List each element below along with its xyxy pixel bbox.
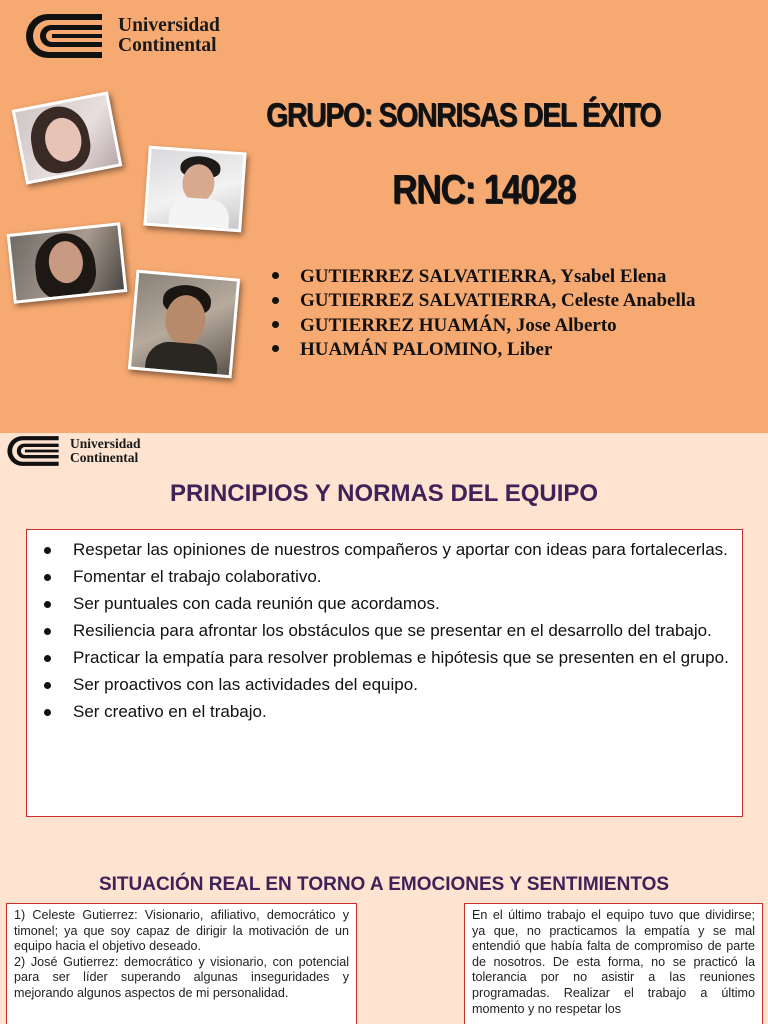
- cover-slide: [0, 0, 768, 433]
- continental-logo-icon: [18, 10, 104, 62]
- member-item: [272, 338, 696, 362]
- logo-text: [70, 437, 141, 465]
- member-name: GUTIERREZ SALVATIERRA, Celeste Anabella: [300, 290, 696, 312]
- principle-item: Practicar la empatía para resolver problemas e hipótesis que se presenten en el grupo.: [42, 646, 733, 671]
- university-logo-small: [2, 432, 141, 470]
- leadership-styles-box: [6, 903, 357, 1024]
- group-title: GRUPO: SONRISAS DEL ÉXITO: [266, 96, 661, 133]
- principle-item: Resiliencia para afrontar los obstáculos que se presentar en el desarrollo del trabajo.: [42, 619, 733, 644]
- emotions-title: SITUACIÓN REAL EN TORNO A EMOCIONES Y SENTIMIENTOS: [98, 874, 670, 895]
- logo-text: [118, 16, 220, 57]
- principles-title: PRINCIPIOS Y NORMAS DEL EQUIPO: [169, 480, 599, 507]
- member-name: GUTIERREZ HUAMÁN, Jose Alberto: [300, 314, 617, 336]
- university-logo: [18, 10, 220, 62]
- rnc-code: RNC: 14028: [392, 166, 576, 212]
- principle-item: Respetar las opiniones de nuestros compañeros y aportar con ideas para fortalecerlas.: [42, 538, 733, 563]
- member-photo-4: [128, 270, 240, 379]
- member-item: [272, 314, 696, 338]
- leadership-item: 1) Celeste Gutierrez: Visionario, afiliativo, democrático y timonel; ya que soy capaz de dirigir la motivación de un equipo hacia el objetivo deseado.: [14, 908, 349, 954]
- real-situation-text: En el último trabajo el equipo tuvo que dividirse; ya que, no practicamos la empatía y se mal entendió que había falta de compromiso de parte de nosotros. De esta forma, no se practicó la tolerancia por no asistir a las reuniones programadas. Realizar el trabajo a último momento y no respetar los: [472, 908, 755, 1016]
- member-photo-1: [12, 91, 123, 184]
- bullet-icon: [272, 321, 279, 328]
- leadership-item: 2) José Gutierrez: democrático y visionario, con potencial para ser líder superando algunas inseguridades y mejorando algunos aspectos de mi personalidad.: [14, 954, 349, 1000]
- member-photo-3: [7, 222, 128, 304]
- principle-item: Ser proactivos con las actividades del equipo.: [42, 673, 733, 698]
- principle-item: Fomentar el trabajo colaborativo.: [42, 565, 733, 590]
- bullet-icon: [272, 272, 279, 279]
- member-list: [272, 265, 696, 363]
- member-name: GUTIERREZ SALVATIERRA, Ysabel Elena: [300, 266, 667, 287]
- principle-item: Ser puntuales con cada reunión que acordamos.: [42, 592, 733, 617]
- real-situation-box: [464, 903, 763, 1024]
- principle-item: Ser creativo en el trabajo.: [42, 700, 733, 725]
- logo-line-2: Continental: [118, 35, 217, 56]
- member-item: [272, 265, 696, 289]
- bullet-icon: [272, 297, 279, 304]
- bullet-icon: [272, 345, 279, 352]
- member-name: HUAMÁN PALOMINO, Liber: [300, 339, 553, 361]
- principles-list: [42, 538, 733, 725]
- member-photo-2: [143, 146, 246, 233]
- member-item: [272, 289, 696, 313]
- continental-logo-icon: [2, 432, 60, 470]
- logo-line-1: Universidad: [118, 14, 220, 36]
- logo-line-2: Continental: [70, 450, 139, 465]
- principles-box: [26, 529, 743, 817]
- logo-line-1: Universidad: [70, 435, 141, 451]
